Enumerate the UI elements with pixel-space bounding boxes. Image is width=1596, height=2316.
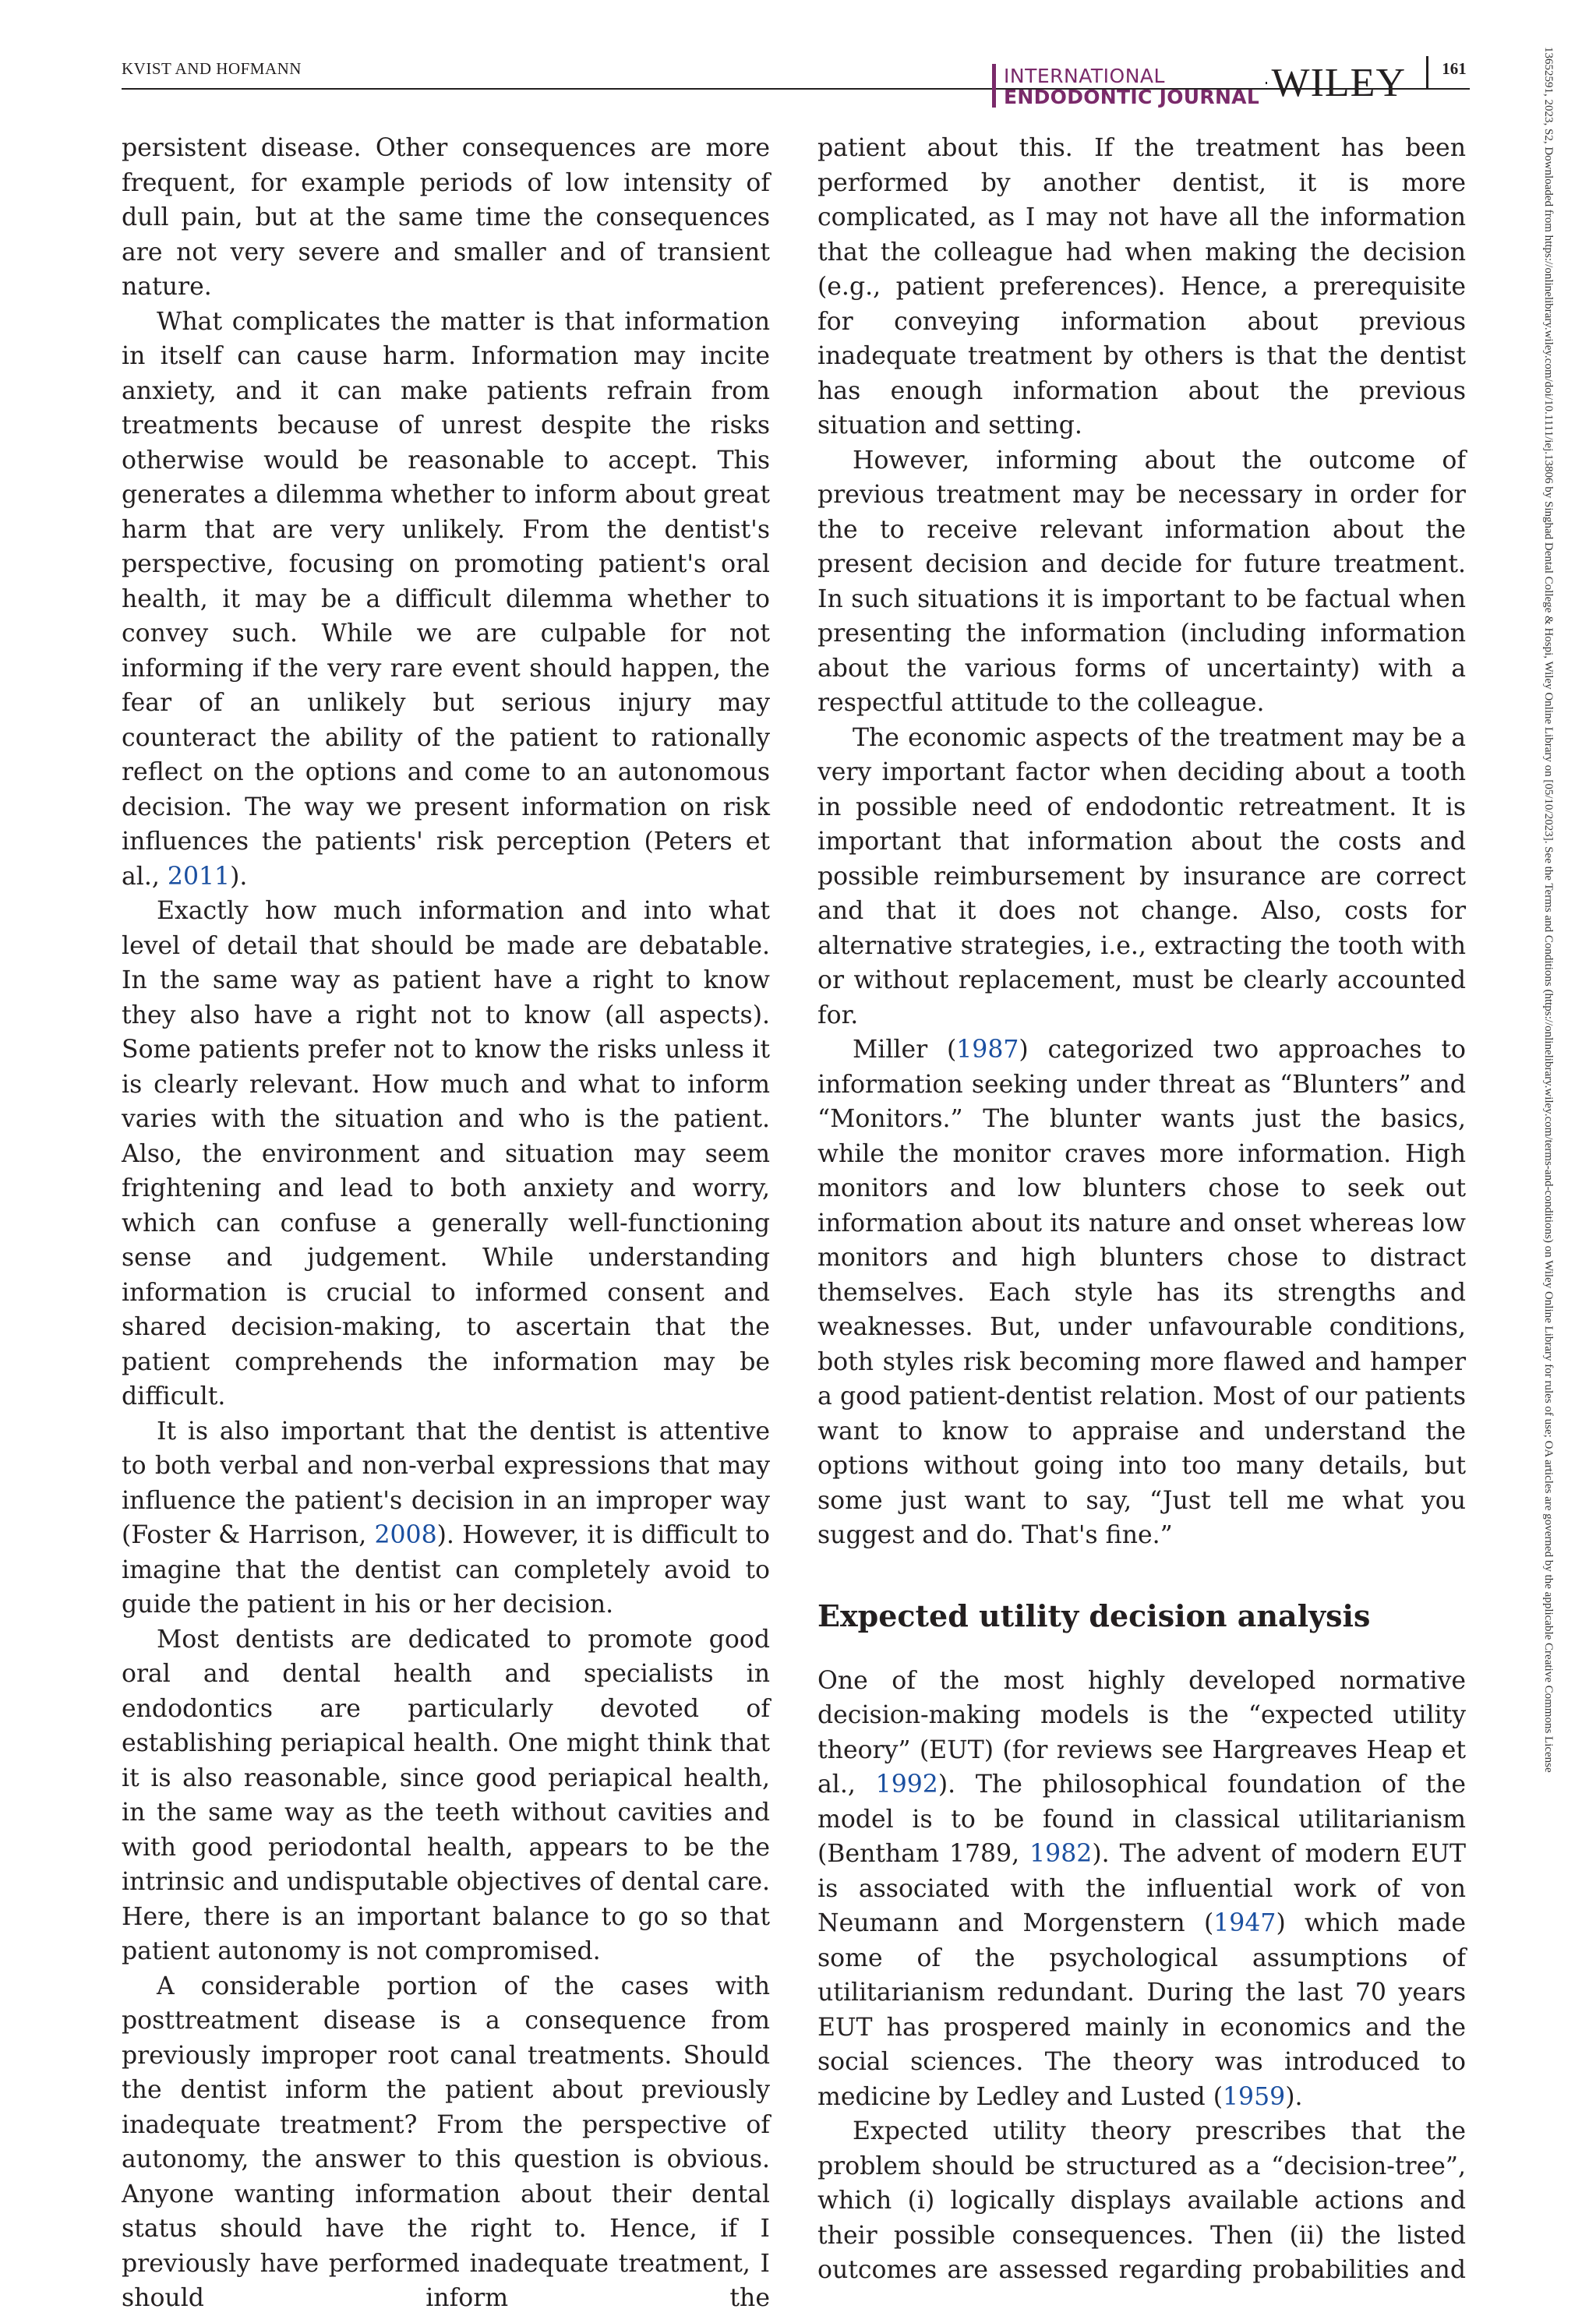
paragraph: persistent disease. Other consequences are more frequent, for example periods of low intensity of dull pain, but at the same time the consequences are not very severe and smaller and of transient nature. [122, 134, 770, 301]
running-head: KVIST AND HOFMANN [122, 59, 302, 78]
citation-link[interactable]: 2008 [374, 1521, 437, 1549]
paragraph-text: ) which made some of the psychological assumptions of utilitarianism redundant. During the last 70 years EUT has prospered mainly in economics and the social sciences. The theory was introduced to medicine by Ledley and Lusted ( [817, 1909, 1466, 2111]
journal-logo-bar [992, 64, 996, 108]
paragraph-text: ). [230, 862, 248, 891]
paragraph: Exactly how much information and into what level of detail that should be made are debatable. In the same way as patient have a right to know they also have a right not to know (all aspects). Some patients prefer not to know the risks unless it is clearly relevant. How much and what to inform varies with the situation and who is the patient. Also, the environment and situation may seem frightening and lead to both anxiety and worry, which can confuse a generally well-functioning sense and judgement. While understanding information is crucial to informed consent and shared decision-making, to ascertain that the patient comprehends the information may be difficult. [122, 897, 770, 1410]
publisher-logo [1266, 59, 1406, 106]
paragraph-text: One of the most highly developed normative decision-making models is the “expected utility theory” (EUT) (for reviews see Hargreaves Heap et al., [817, 1666, 1466, 1799]
citation-link[interactable]: 1987 [956, 1036, 1019, 1064]
publisher-name: WILEY [1271, 60, 1406, 105]
paragraph-text: ). However, it is difficult to imagine that the dentist can completely avoid to guide the patient in his or her decision. [122, 1521, 771, 1619]
paragraph [122, 305, 770, 895]
paragraph: Most dentists are dedicated to promote good oral and dental health and specialists in endodontics are particularly devoted of establishing periapical health. One might think that it is also reasonable, since good periapical health, in the same way as the teeth without cavities and with good periodontal health, appears to be the intrinsic and undisputable objectives of dental care. Here, there is an important balance to go so that patient autonomy is not compromised. [122, 1625, 770, 1965]
paragraph: However, informing about the outcome of previous treatment may be necessary in order for the to receive relevant information about the present decision and decide for future treatment. In such situations it is important to be factual when presenting the information (including information about the various forms of uncertainty) with a respectful attitude to the colleague. [817, 446, 1466, 717]
paragraph-text: It is also important that the dentist is attentive to both verbal and non-verbal expressions that may influence the patient's decision in an improper way (Foster & Harrison, [122, 1417, 770, 1549]
left-column [122, 131, 770, 2316]
publisher-logo-dash [1266, 82, 1267, 84]
paragraph-text: ). [1285, 2082, 1303, 2111]
paragraph: patient about this. If the treatment has been performed by another dentist, it is more complicated, as I may not have all the information that the colleague had when making the decision (e.g., patient preferences). Hence, a prerequisite for conveying information about previous inadequate treatment by others is that the dentist has enough information about the previous situation and setting. [817, 134, 1466, 440]
paragraph [817, 1664, 1466, 2115]
page-number: 161 [1442, 59, 1467, 78]
paragraph-text: Miller ( [853, 1036, 957, 1064]
paragraph [122, 1414, 770, 1622]
citation-link[interactable]: 1982 [1029, 1840, 1093, 1868]
section-heading: Expected utility decision analysis [817, 1598, 1371, 1633]
citation-link[interactable]: 2011 [167, 862, 231, 891]
paragraph [817, 1033, 1466, 1553]
paragraph-text: ). The advent of modern EUT is associated with the influential work of von Neumann and Morgenstern ( [817, 1840, 1467, 1937]
paragraph: The economic aspects of the treatment may be a very important factor when deciding about a tooth in possible need of endodontic retreatment. It is important that information about the costs and possible reimbursement by insurance are correct and that it does not change. Also, costs for alternative strategies, i.e., extracting the tooth with or without replacement, must be clearly accounted for. [817, 723, 1466, 1029]
paragraph-text: ) categorized two approaches to information seeking under threat as “Blunters” and “Monitors.” The blunter wants just the basics, while the monitor craves more information. High monitors and low blunters chose to seek out information about its nature and onset whereas low monitors and high blunters chose to distract themselves. Each style has its strengths and weaknesses. But, under unfavourable conditions, both styles risk becoming more flawed and hamper a good patient-dentist relation. Most of our patients want to know to appraise and understand the options without going into too many details, but some just want to say, “Just tell me what you suggest and do. That's fine.” [817, 1036, 1466, 1549]
paragraph: A considerable portion of the cases with posttreatment disease is a consequence from previously improper root canal treatments. Should the dentist inform the patient about previously inadequate treatment? From the perspective of autonomy, the answer to this question is obvious. Anyone wanting information about their dental status should have the right to. Hence, if I previously have performed inadequate treatment, I should inform the [122, 1972, 770, 2312]
citation-link[interactable]: 1947 [1213, 1909, 1276, 1937]
citation-link[interactable]: 1959 [1223, 2082, 1286, 2111]
download-side-note: 13652591, 2023, S2, Downloaded from https://onlinelibrary.wiley.com/doi/10.1111/iej.13806 by Singhad Dental College & Hospi, Wiley Online Library on [05/10/2023]. See the Terms and Conditions (https://onlinelibrary.wiley.com/terms-and-conditions) on Wiley Online Library for rules of use; OA articles are governed by the applicable Creative Commons License [1542, 47, 1555, 1773]
journal-name-line1: INTERNATIONAL [1004, 65, 1165, 87]
paragraph: Expected utility theory prescribes that the problem should be structured as a “decision-tree”, which (i) logically displays available actions and their possible consequences. Then (ii) the listed outcomes are assessed regarding probabilities and [817, 2117, 1466, 2284]
page-number-divider [1426, 56, 1428, 89]
citation-link[interactable]: 1992 [875, 1771, 938, 1799]
paragraph-text: ). The philosophical foundation of the model is to be found in classical utilitarianism (Bentham 1789, [817, 1771, 1466, 1868]
right-column [817, 131, 1466, 2288]
paragraph-text: What complicates the matter is that information in itself can cause harm. Information may incite anxiety, and it can make patients refrain from treatments because of unrest despite the risks otherwise would be reasonable to accept. This generates a dilemma whether to inform about great harm that are very unlikely. From the dentist's perspective, focusing on promoting patient's oral health, it may be a difficult dilemma whether to convey such. While we are culpable for not informing if the very rare event should happen, the fear of an unlikely but serious injury may counteract the ability of the patient to rationally reflect on the options and come to an autonomous decision. The way we present information on risk influences the patients' risk perception (Peters et al., [122, 307, 770, 891]
journal-name-line2: ENDODONTIC JOURNAL [1004, 86, 1260, 108]
journal-logo [1004, 65, 1261, 108]
